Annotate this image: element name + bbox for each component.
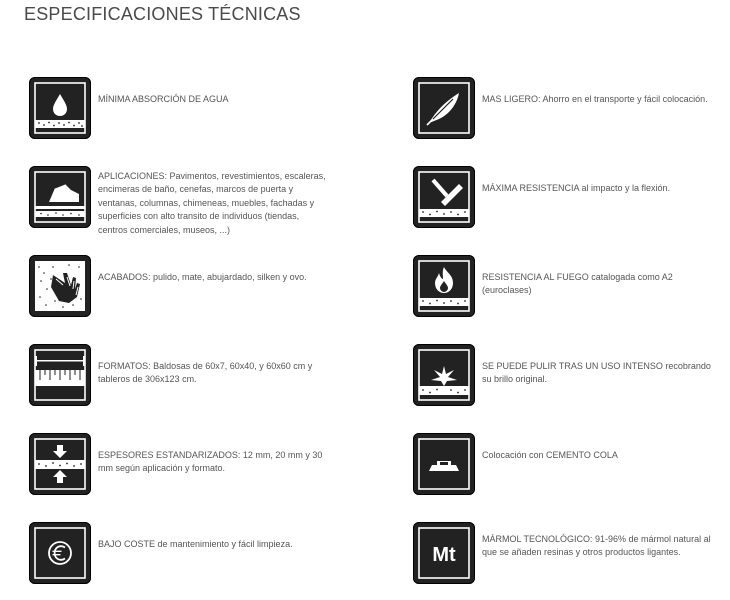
spec-text: APLICACIONES: Pavimentos, revestimientos, escaleras, encimeras de baño, cenefas, marcos de puerta y ventanas, columnas, chimeneas, muebles, fachadas y superficies con alto transito de individuos (tiendas, centros comerciales, museos, ...) <box>98 171 326 235</box>
spec-text: ACABADOS: pulido, mate, abujardado, silken y ovo. <box>98 272 307 282</box>
fire-icon <box>413 255 475 317</box>
mt-logo-text: Mt <box>432 544 456 566</box>
spec-text: MÁRMOL TECNOLÓGICO: 91-96% de mármol natural al que se añaden resinas y otros productos ligantes. <box>482 534 711 558</box>
polish-spark-icon <box>413 344 475 406</box>
spec-text: MAS LIGERO: Ahorro en el transporte y fácil colocación. <box>482 94 708 104</box>
water-drop-icon <box>29 77 91 139</box>
boot-footstep-icon <box>29 166 91 228</box>
spec-text: SE PUEDE PULIR TRAS UN USO INTENSO recobrando su brillo original. <box>482 361 711 385</box>
hammer-impact-icon <box>413 166 475 228</box>
spec-text: BAJO COSTE de mantenimiento y fácil limpieza. <box>98 539 293 549</box>
spec-text: MÁXIMA RESISTENCIA al impacto y la flexión. <box>482 183 671 193</box>
hand-surface-icon <box>29 255 91 317</box>
feather-icon <box>413 77 475 139</box>
thickness-arrows-icon <box>29 433 91 495</box>
mt-logo-icon <box>413 522 475 584</box>
spec-text: ESPESORES ESTANDARIZADOS: 12 mm, 20 mm y 30 mm según aplicación y formato. <box>98 450 323 474</box>
page-title: ESPECIFICACIONES TÉCNICAS <box>24 4 301 24</box>
spec-text: RESISTENCIA AL FUEGO catalogada como A2 (euroclases) <box>482 272 673 296</box>
trowel-cement-icon <box>413 433 475 495</box>
spec-text: Colocación con CEMENTO COLA <box>482 450 618 460</box>
spec-text: FORMATOS: Baldosas de 60x7, 60x40, y 60x60 cm y tableros de 306x123 cm. <box>98 361 313 385</box>
euro-coin-icon <box>29 522 91 584</box>
spec-text: MÍNIMA ABSORCIÓN DE AGUA <box>98 94 229 104</box>
ruler-icon <box>29 344 91 406</box>
